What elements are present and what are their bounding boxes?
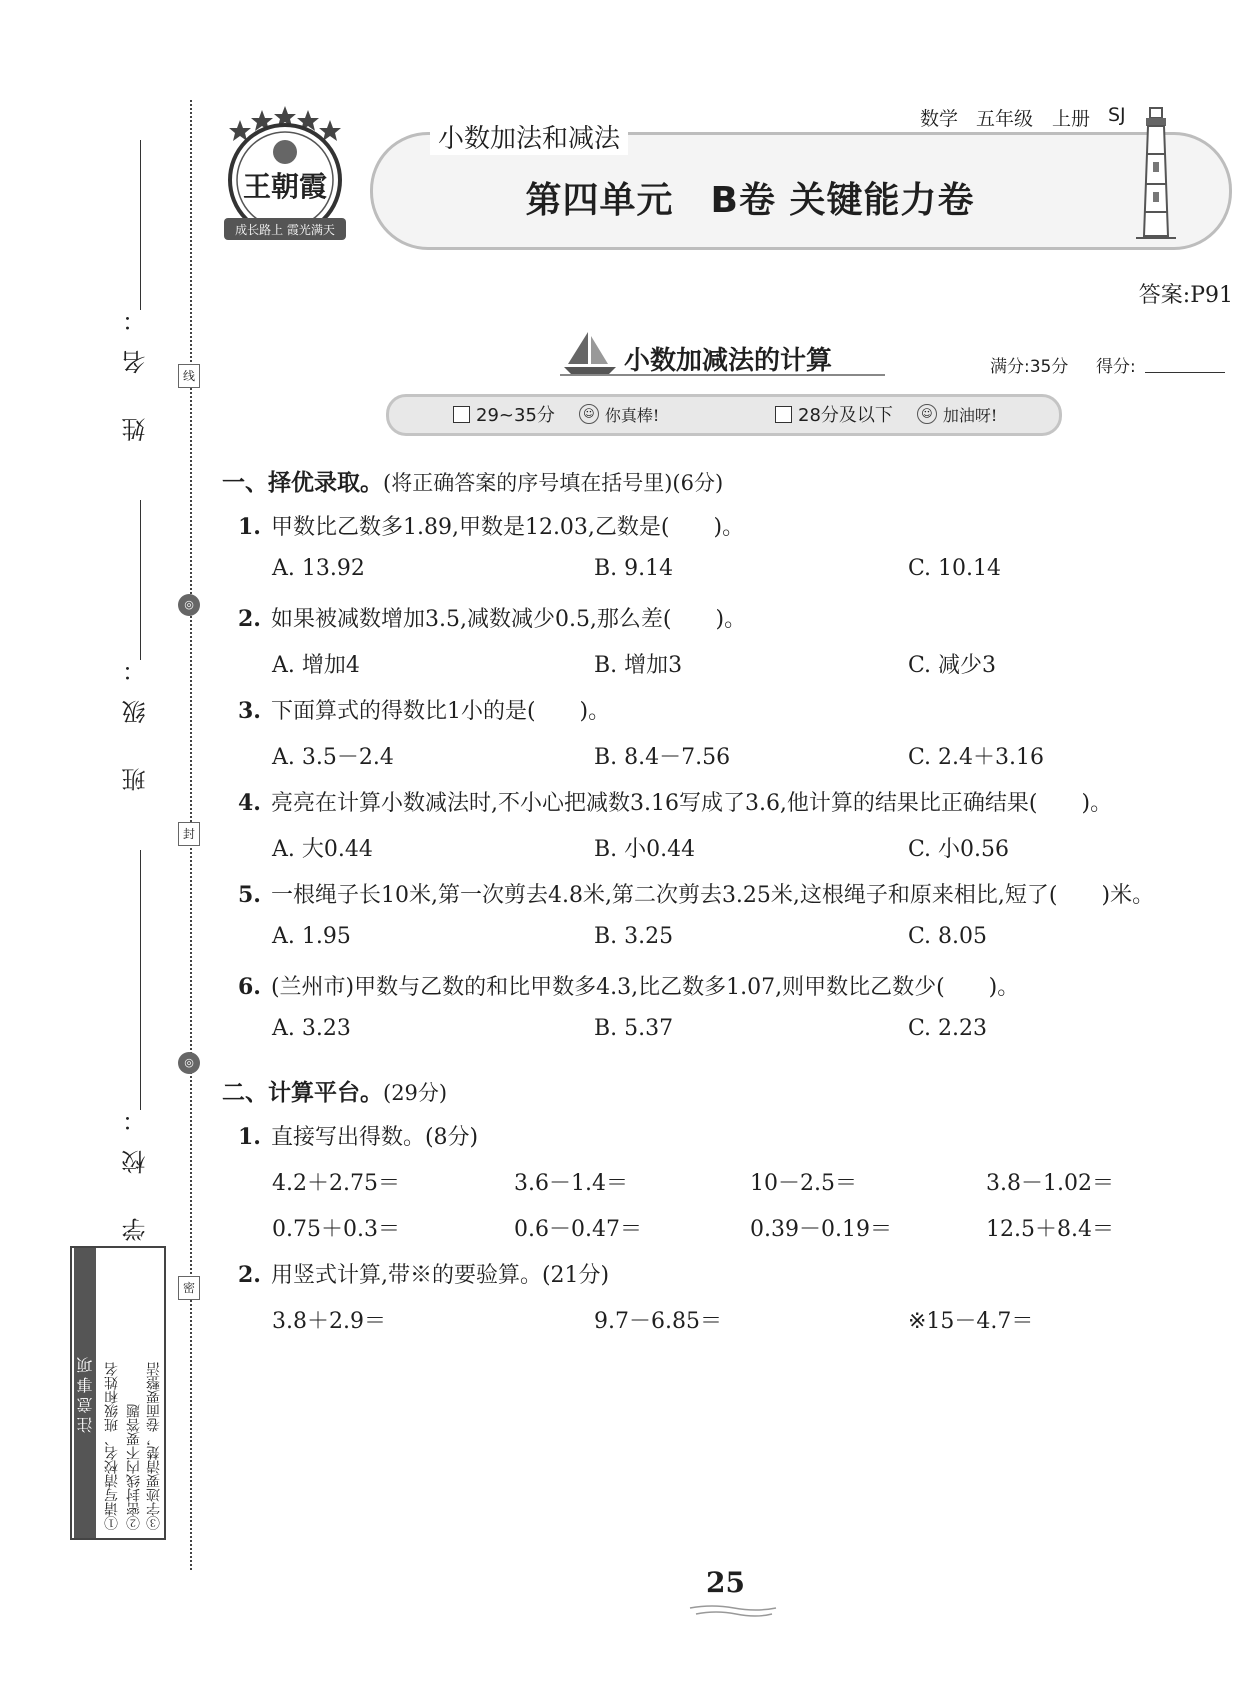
part2-title: 二、计算平台。 <box>222 1080 383 1106</box>
meta-edition: SJ <box>1108 104 1126 126</box>
q3-option-c: C. 2.4＋3.16 <box>908 745 1045 770</box>
question-1 <box>238 510 744 541</box>
score-label: 得分: <box>1096 357 1136 377</box>
part2-note: (29分) <box>383 1081 448 1105</box>
oral-calc-item: 3.6－1.4＝ <box>514 1171 628 1196</box>
q4-option-c: C. 小0.56 <box>908 837 1010 862</box>
calc-question-2 <box>238 1258 609 1289</box>
section-title: 小数加减法的计算 <box>624 346 833 376</box>
oral-calc-item: 0.6－0.47＝ <box>514 1217 642 1242</box>
seal-icon: ◎ <box>178 594 200 616</box>
question-2 <box>238 602 746 633</box>
smiley-icon: ☺ <box>917 404 937 424</box>
full-score: 满分:35分 <box>990 357 1069 377</box>
oral-calc-item: 0.75＋0.3＝ <box>272 1217 400 1242</box>
binding-mark-secret: 密 <box>178 1276 200 1300</box>
question-6 <box>238 970 1019 1001</box>
question-number: 6. <box>238 974 261 1000</box>
vertical-calc-item: ※15－4.7＝ <box>908 1309 1034 1334</box>
meta-subject: 数学 <box>920 108 959 130</box>
q2-option-a: A. 增加4 <box>272 653 360 678</box>
subject-topic: 小数加法和减法 <box>430 118 628 155</box>
class-label: 班 级： <box>122 640 150 792</box>
binding-mark-seal: 封 <box>178 822 200 846</box>
notice-item: ②密封线内不要答题 <box>126 1404 142 1530</box>
question-number: 3. <box>238 698 261 724</box>
rating-option[interactable] <box>775 401 997 427</box>
smiley-icon: ☺ <box>579 404 599 424</box>
notice-box <box>70 1246 166 1540</box>
seal-icon: ◎ <box>178 1052 200 1074</box>
rating-comment: 你真棒! <box>604 405 660 425</box>
question-3 <box>238 694 610 725</box>
part1-title: 一、择优录取。 <box>222 470 383 496</box>
rating-option[interactable] <box>453 401 659 427</box>
school-field[interactable] <box>140 850 141 1110</box>
vertical-calc-item: 3.8＋2.9＝ <box>272 1309 386 1334</box>
question-text: (兰州市)甲数与乙数的和比甲数多4.3,比乙数多1.07,则甲数比乙数少( )。 <box>270 975 1020 1000</box>
oral-calc-item: 12.5＋8.4＝ <box>986 1217 1114 1242</box>
q4-option-a: A. 大0.44 <box>272 837 373 862</box>
question-text: 甲数比乙数多1.89,甲数是12.03,乙数是( )。 <box>270 515 745 540</box>
rating-range: 29~35分 <box>476 405 555 426</box>
logo-slogan-text: 成长路上 霞光满天 <box>235 223 335 237</box>
q2-option-c: C. 减少3 <box>908 653 997 678</box>
q1-option-a: A. 13.92 <box>272 556 365 581</box>
sailboat-icon <box>560 330 620 378</box>
question-text: 用竖式计算,带※的要验算。(21分) <box>270 1263 610 1288</box>
q5-option-c: C. 8.05 <box>908 924 988 949</box>
oral-calc-item: 0.39－0.19＝ <box>750 1217 892 1242</box>
question-number: 2. <box>238 606 261 632</box>
oral-calc-item: 10－2.5＝ <box>750 1171 857 1196</box>
class-field[interactable] <box>140 500 141 660</box>
q3-option-b: B. 8.4－7.56 <box>594 745 731 770</box>
question-text: 亮亮在计算小数减法时,不小心把减数3.16写成了3.6,他计算的结果比正确结果( )。 <box>270 791 1113 816</box>
question-4 <box>238 786 1112 817</box>
question-text: 如果被减数增加3.5,减数减少0.5,那么差( )。 <box>270 607 747 632</box>
main-title: 第四单元 B卷 关键能力卷 <box>525 180 975 221</box>
part2-heading <box>222 1074 447 1107</box>
school-label: 学 校： <box>122 1090 150 1242</box>
rating-range: 28分及以下 <box>798 405 893 426</box>
vertical-calc-item: 9.7－6.85＝ <box>594 1309 722 1334</box>
part1-heading <box>222 464 723 497</box>
q1-option-b: B. 9.14 <box>594 556 674 581</box>
q5-option-a: A. 1.95 <box>272 924 351 949</box>
q2-option-b: B. 增加3 <box>594 653 683 678</box>
q4-option-b: B. 小0.44 <box>594 837 696 862</box>
question-number: 2. <box>238 1262 261 1288</box>
rating-checkbox[interactable] <box>775 406 792 423</box>
self-rating-bar <box>386 394 1062 436</box>
question-number: 1. <box>238 1124 261 1150</box>
question-number: 1. <box>238 514 261 540</box>
logo-brand-text: 王朝霞 <box>242 170 328 203</box>
question-number: 4. <box>238 790 261 816</box>
oral-calc-item: 3.8－1.02＝ <box>986 1171 1114 1196</box>
notice-head: 注意事项 <box>74 1248 96 1538</box>
brand-logo <box>210 100 360 250</box>
part1-note: (将正确答案的序号填在括号里)(6分) <box>383 471 724 495</box>
q6-option-b: B. 5.37 <box>594 1016 674 1041</box>
name-label: 姓 名： <box>122 290 150 442</box>
meta-volume: 上册 <box>1052 108 1091 130</box>
meta-grade: 五年级 <box>976 108 1034 130</box>
question-5 <box>238 878 1154 909</box>
page-number: 25 <box>706 1566 745 1599</box>
question-text: 下面算式的得数比1小的是( )。 <box>270 699 611 724</box>
lighthouse-icon <box>1136 104 1176 244</box>
notice-item: ①请写清校名、班级和姓名 <box>104 1362 120 1530</box>
question-text: 一根绳子长10米,第一次剪去4.8米,第二次剪去3.25米,这根绳子和原来相比,短了( )米。 <box>270 883 1155 908</box>
notice-item: ③字迹要清楚，卷面要整洁 <box>146 1362 162 1530</box>
q3-option-a: A. 3.5－2.4 <box>272 745 394 770</box>
oral-calc-item: 4.2＋2.75＝ <box>272 1171 400 1196</box>
calc-question-1 <box>238 1120 478 1151</box>
q6-option-a: A. 3.23 <box>272 1016 351 1041</box>
q5-option-b: B. 3.25 <box>594 924 674 949</box>
name-field[interactable] <box>140 140 141 310</box>
question-text: 直接写出得数。(8分) <box>270 1125 479 1150</box>
rating-comment: 加油呀! <box>942 405 998 425</box>
wave-decoration-icon <box>688 1604 778 1618</box>
question-number: 5. <box>238 882 261 908</box>
q6-option-c: C. 2.23 <box>908 1016 988 1041</box>
score-field[interactable] <box>1145 372 1225 373</box>
rating-checkbox[interactable] <box>453 406 470 423</box>
binding-mark-line: 线 <box>178 364 200 388</box>
answer-reference: 答案:P91 <box>1138 283 1233 308</box>
q1-option-c: C. 10.14 <box>908 556 1002 581</box>
